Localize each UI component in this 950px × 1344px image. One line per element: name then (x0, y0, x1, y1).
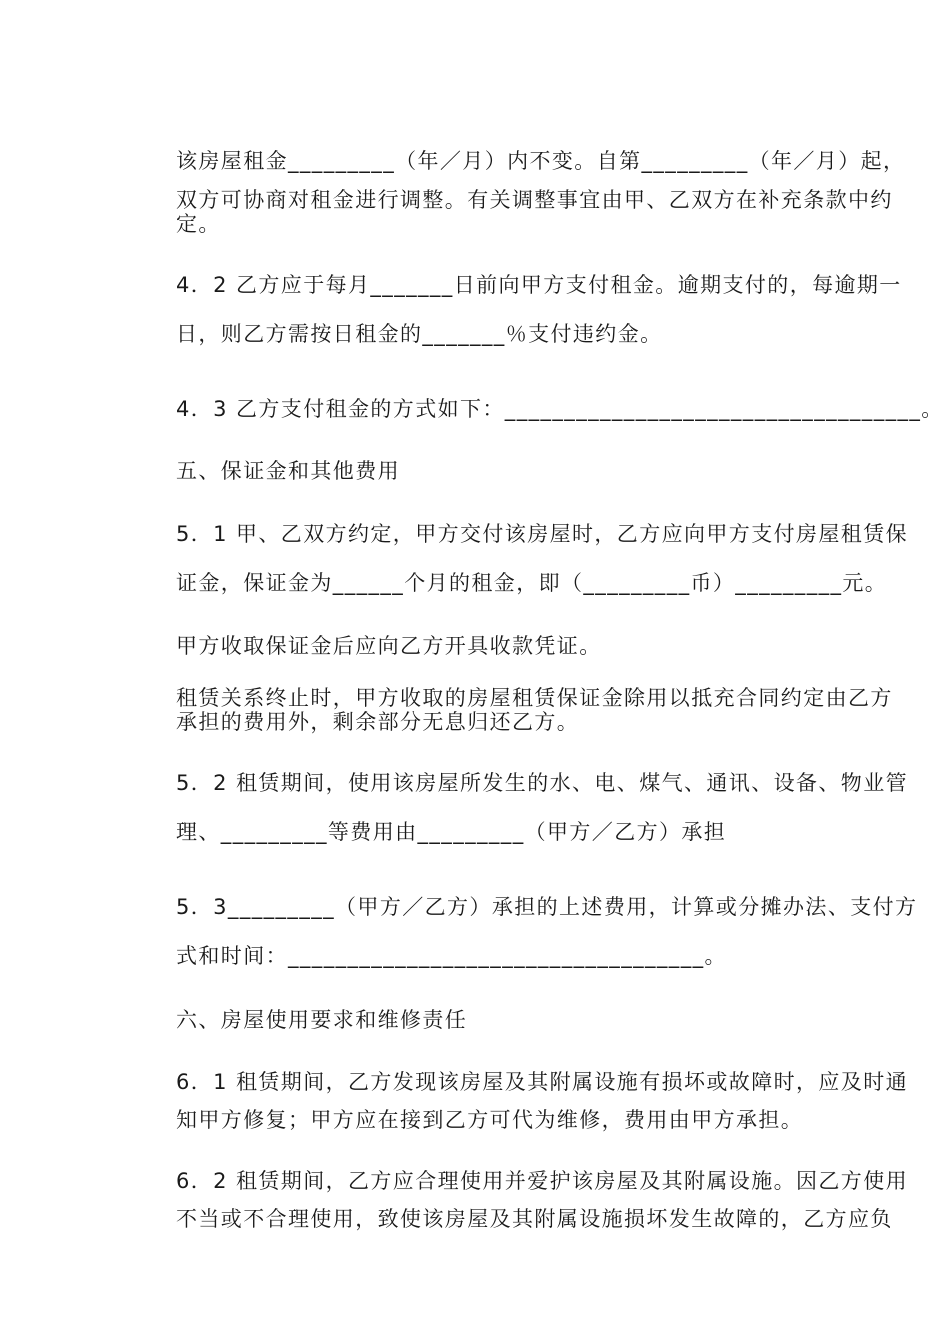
text-line: 知甲方修复；甲方应在接到乙方可代为维修，费用由甲方承担。 (176, 1108, 804, 1132)
text-line: 4．2 乙方应于每月_______日前向甲方支付租金。逾期支付的，每逾期一 (176, 273, 902, 297)
text-line: 该房屋租金_________（年／月）内不变。自第_________（年／月）起， (176, 149, 906, 173)
section-heading-text: 五、保证金和其他费用 (176, 459, 400, 483)
text-line: 不当或不合理使用，致使该房屋及其附属设施损坏发生故障的，乙方应负 (176, 1207, 893, 1231)
text-line: 双方可协商对租金进行调整。有关调整事宜由甲、乙双方在补充条款中约 (176, 188, 893, 212)
text-line: 理、_________等费用由_________（甲方／乙方）承担 (176, 820, 727, 844)
text-line: 定。 (176, 212, 221, 236)
text-line: 式和时间：___________________________________。 (176, 944, 727, 968)
text-line: 甲方收取保证金后应向乙方开具收款凭证。 (176, 634, 602, 658)
text-line: 6．2 租赁期间，乙方应合理使用并爱护该房屋及其附属设施。因乙方使用 (176, 1169, 908, 1193)
text-line: 5．2 租赁期间，使用该房屋所发生的水、电、煤气、通讯、设备、物业管 (176, 771, 908, 795)
text-line: 承担的费用外，剩余部分无息归还乙方。 (176, 710, 580, 734)
text-line: 5．1 甲、乙双方约定，甲方交付该房屋时，乙方应向甲方支付房屋租赁保 (176, 522, 908, 546)
text-line: 4．3 乙方支付租金的方式如下：___________________________________。 (176, 397, 944, 421)
text-line: 6．1 租赁期间，乙方发现该房屋及其附属设施有损坏或故障时，应及时通 (176, 1070, 908, 1094)
text-line: 日，则乙方需按日租金的_______％支付违约金。 (176, 322, 663, 346)
section-heading-text: 六、房屋使用要求和维修责任 (176, 1008, 468, 1032)
text-line: 证金，保证金为______个月的租金，即（_________币）_________元。 (176, 571, 888, 595)
text-line: 租赁关系终止时，甲方收取的房屋租赁保证金除用以抵充合同约定由乙方 (176, 686, 893, 710)
text-line: 5．3_________（甲方／乙方）承担的上述费用，计算或分摊办法、支付方 (176, 895, 918, 919)
